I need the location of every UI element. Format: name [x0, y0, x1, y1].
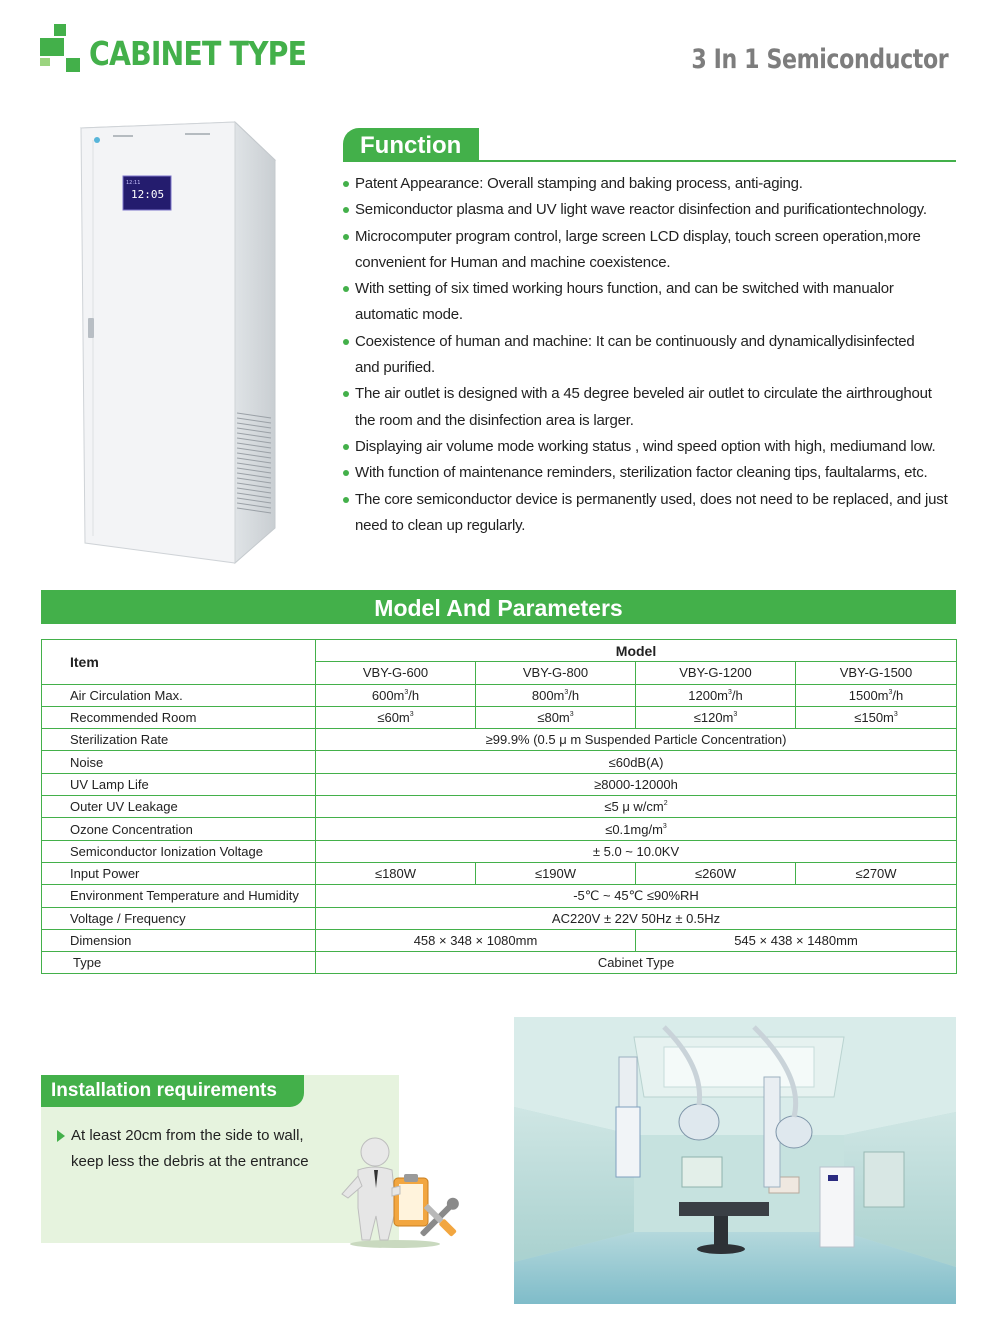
- installation-text: At least 20cm from the side to wall, keep less the debris at the entrance: [71, 1127, 309, 1170]
- page-subtitle: 3 In 1 Semiconductor: [691, 44, 948, 75]
- table-row: [42, 684, 957, 706]
- table-cell: -5℃ ~ 45℃ ≤90%RH: [316, 885, 957, 907]
- row-label: Type: [42, 952, 316, 974]
- installation-heading: Installation requirements: [41, 1075, 304, 1107]
- brand-title: CABINET TYPE: [89, 34, 307, 73]
- table-row: [42, 640, 957, 662]
- table-row: [42, 952, 957, 974]
- parameters-table: [41, 639, 957, 974]
- table-row: [42, 751, 957, 773]
- row-label: Noise: [42, 751, 316, 773]
- cabinet-product-image: [75, 118, 285, 573]
- table-cell: ≤270W: [796, 862, 957, 884]
- function-item: Microcomputer program control, large screen LCD display, touch screen operation,more convenient for Human and machine coexistence.: [343, 224, 963, 277]
- function-item: With function of maintenance reminders, sterilization factor cleaning tips, faultalarms, etc.: [343, 460, 963, 486]
- table-cell: AC220V ± 22V 50Hz ± 0.5Hz: [316, 907, 957, 929]
- table-cell: ≥8000-12000h: [316, 773, 957, 795]
- table-cell: $600m^3/h$: [316, 684, 476, 706]
- person-with-clipboard-illustration: [330, 1128, 460, 1248]
- table-cell: $800m^3/h$: [476, 684, 636, 706]
- table-cell: ± 5.0 ~ 10.0KV: [316, 840, 957, 862]
- model-header: Model: [316, 640, 957, 662]
- row-label: Recommended Room: [42, 706, 316, 728]
- model-name: VBY-G-1200: [636, 662, 796, 684]
- table-row: [42, 840, 957, 862]
- table-row: [42, 929, 957, 951]
- function-divider: [343, 160, 956, 162]
- model-name: VBY-G-600: [316, 662, 476, 684]
- operating-room-photo: [514, 1017, 956, 1304]
- function-item: Patent Appearance: Overall stamping and baking process, anti-aging.: [343, 171, 963, 197]
- function-item: The air outlet is designed with a 45 degree beveled air outlet to circulate the airthroughout the room and the disinfection area is larger.: [343, 381, 963, 434]
- row-label: Air Circulation Max.: [42, 684, 316, 706]
- table-row: [42, 907, 957, 929]
- function-item: With setting of six timed working hours function, and can be switched with manualor automatic mode.: [343, 276, 963, 329]
- row-label: Ozone Concentration: [42, 818, 316, 840]
- table-cell: $\le 60m^3$: [316, 706, 476, 728]
- table-cell: 458 × 348 × 1080mm: [316, 929, 636, 951]
- row-label: Environment Temperature and Humidity: [42, 885, 316, 907]
- row-label: UV Lamp Life: [42, 773, 316, 795]
- table-cell: $\le 150m^3$: [796, 706, 957, 728]
- row-label: Outer UV Leakage: [42, 796, 316, 818]
- table-cell: $\le 120m^3$: [636, 706, 796, 728]
- table-row: [42, 706, 957, 728]
- table-cell: $1500m^3/h$: [796, 684, 957, 706]
- table-row: [42, 862, 957, 884]
- table-cell: ≤190W: [476, 862, 636, 884]
- row-label: Sterilization Rate: [42, 729, 316, 751]
- table-row: [42, 796, 957, 818]
- table-cell: 545 × 438 × 1480mm: [636, 929, 957, 951]
- table-row: [42, 729, 957, 751]
- table-cell: ≥99.9% (0.5 μ m Suspended Particle Concentration): [316, 729, 957, 751]
- function-item: Coexistence of human and machine: It can be continuously and dynamicallydisinfected and purified.: [343, 329, 963, 382]
- function-item: Displaying air volume mode working status , wind speed option with high, mediumand low.: [343, 434, 963, 460]
- table-cell: Cabinet Type: [316, 952, 957, 974]
- table-row: [42, 885, 957, 907]
- function-list: [343, 171, 963, 539]
- function-heading: Function: [343, 128, 479, 162]
- parameters-heading: Model And Parameters: [41, 590, 956, 624]
- table-cell: $\le 80m^3$: [476, 706, 636, 728]
- table-cell: ≤180W: [316, 862, 476, 884]
- row-label: Dimension: [42, 929, 316, 951]
- function-item: Semiconductor plasma and UV light wave reactor disinfection and purificationtechnology.: [343, 197, 963, 223]
- table-cell: $\le 0.1mg/m^3$: [316, 818, 957, 840]
- logo-icon: [40, 24, 80, 72]
- table-row: [42, 773, 957, 795]
- table-cell: ≤60dB(A): [316, 751, 957, 773]
- table-cell: $1200m^3/h$: [636, 684, 796, 706]
- triangle-bullet-icon: [57, 1130, 65, 1142]
- table-row: [42, 818, 957, 840]
- svg-text:12:11: 12:11: [126, 180, 141, 186]
- model-name: VBY-G-1500: [796, 662, 957, 684]
- table-cell: ≤5 μ $w/cm^2$: [316, 796, 957, 818]
- row-label: Voltage / Frequency: [42, 907, 316, 929]
- item-header: Item: [42, 640, 316, 685]
- model-name: VBY-G-800: [476, 662, 636, 684]
- function-item: The core semiconductor device is permanently used, does not need to be replaced, and just need to clean up regularly.: [343, 487, 963, 540]
- table-cell: ≤260W: [636, 862, 796, 884]
- row-label: Semiconductor Ionization Voltage: [42, 840, 316, 862]
- lcd-time: 12:05: [131, 188, 165, 201]
- row-label: Input Power: [42, 862, 316, 884]
